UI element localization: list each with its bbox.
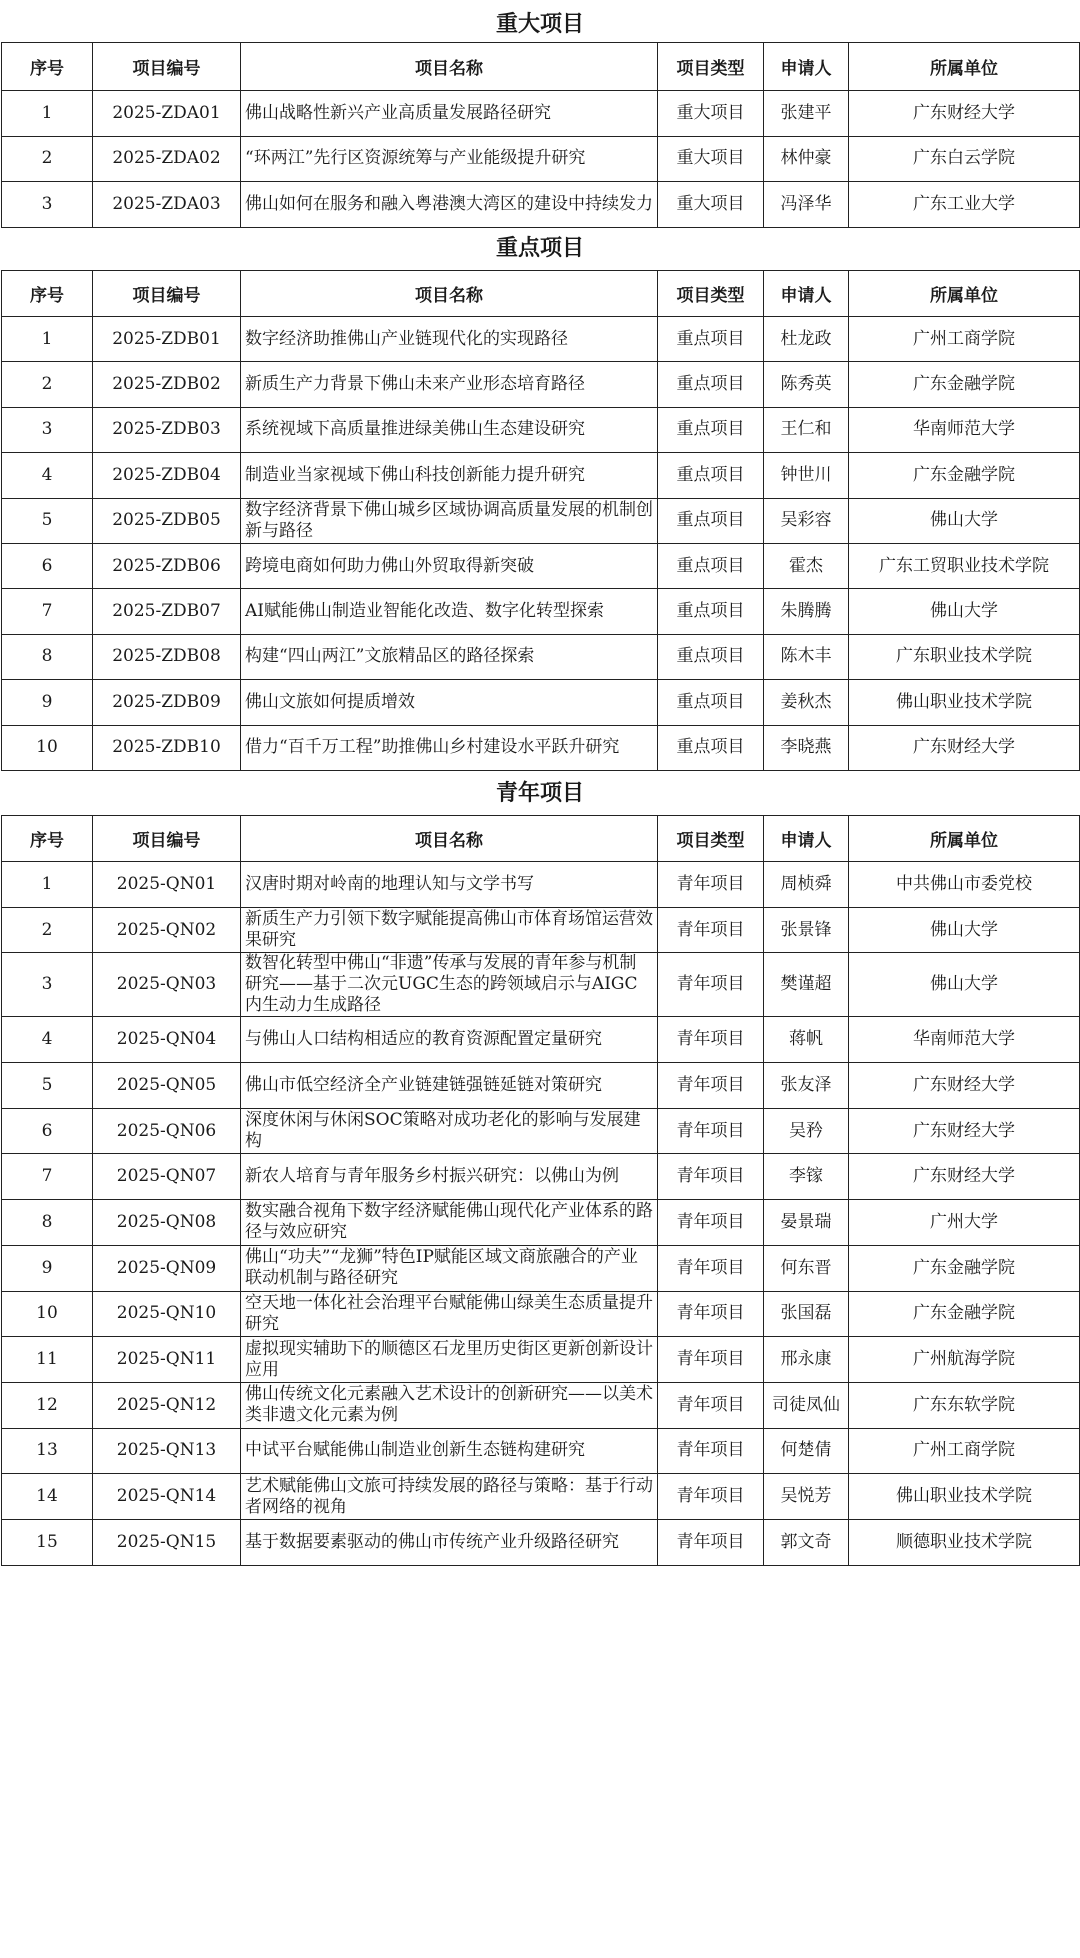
header-applicant: 申请人: [764, 271, 849, 317]
cell-type: 青年项目: [658, 953, 764, 1017]
cell-no: 7: [2, 589, 93, 634]
cell-applicant: 郭文奇: [764, 1519, 849, 1565]
cell-code: 2025-ZDB09: [93, 680, 241, 725]
cell-type: 重大项目: [658, 136, 764, 182]
cell-type: 青年项目: [658, 907, 764, 953]
cell-unit: 佛山大学: [849, 907, 1080, 953]
cell-applicant: 何东晋: [764, 1245, 849, 1291]
cell-type: 青年项目: [658, 1519, 764, 1565]
cell-type: 青年项目: [658, 1382, 764, 1428]
cell-no: 9: [2, 680, 93, 725]
cell-code: 2025-QN04: [93, 1017, 241, 1063]
cell-type: 青年项目: [658, 862, 764, 908]
cell-name: 中试平台赋能佛山制造业创新生态链构建研究: [241, 1428, 658, 1474]
cell-code: 2025-ZDB01: [93, 317, 241, 362]
table-row: [2, 91, 1080, 137]
cell-type: 重点项目: [658, 725, 764, 770]
cell-unit: 广州大学: [849, 1200, 1080, 1246]
cell-no: 6: [2, 543, 93, 588]
cell-name: 新质生产力背景下佛山未来产业形态培育路径: [241, 362, 658, 407]
cell-code: 2025-ZDA01: [93, 91, 241, 137]
cell-no: 9: [2, 1245, 93, 1291]
cell-type: 青年项目: [658, 1428, 764, 1474]
cell-unit: 广州工商学院: [849, 1428, 1080, 1474]
cell-unit: 佛山职业技术学院: [849, 680, 1080, 725]
cell-type: 重点项目: [658, 317, 764, 362]
cell-applicant: 周桢舜: [764, 862, 849, 908]
header-no: 序号: [2, 43, 93, 91]
cell-code: 2025-ZDA03: [93, 182, 241, 228]
cell-type: 青年项目: [658, 1245, 764, 1291]
cell-type: 青年项目: [658, 1291, 764, 1337]
cell-applicant: 张建平: [764, 91, 849, 137]
cell-no: 8: [2, 1200, 93, 1246]
table-row: [2, 1063, 1080, 1109]
cell-unit: 广州航海学院: [849, 1337, 1080, 1383]
cell-name: 佛山文旅如何提质增效: [241, 680, 658, 725]
cell-no: 11: [2, 1337, 93, 1383]
cell-unit: 广东工贸职业技术学院: [849, 543, 1080, 588]
cell-type: 重点项目: [658, 543, 764, 588]
cell-no: 6: [2, 1108, 93, 1154]
table-row: [2, 1519, 1080, 1565]
cell-no: 1: [2, 91, 93, 137]
table-row: [2, 1245, 1080, 1291]
cell-code: 2025-QN15: [93, 1519, 241, 1565]
cell-applicant: 杜龙政: [764, 317, 849, 362]
key-projects-table: [1, 270, 1080, 771]
table-row: [2, 680, 1080, 725]
cell-code: 2025-ZDB06: [93, 543, 241, 588]
cell-applicant: 陈秀英: [764, 362, 849, 407]
cell-unit: 广东财经大学: [849, 1063, 1080, 1109]
cell-unit: 广东职业技术学院: [849, 634, 1080, 679]
table-row: [2, 407, 1080, 452]
cell-name: 佛山传统文化元素融入艺术设计的创新研究——以美术类非遗文化元素为例: [241, 1382, 658, 1428]
cell-applicant: 何楚倩: [764, 1428, 849, 1474]
header-type: 项目类型: [658, 271, 764, 317]
table-row: [2, 317, 1080, 362]
cell-applicant: 司徒凤仙: [764, 1382, 849, 1428]
cell-code: 2025-QN07: [93, 1154, 241, 1200]
cell-type: 青年项目: [658, 1063, 764, 1109]
table-row: [2, 543, 1080, 588]
table-row: [2, 1108, 1080, 1154]
header-code: 项目编号: [93, 816, 241, 862]
cell-no: 2: [2, 136, 93, 182]
cell-code: 2025-QN09: [93, 1245, 241, 1291]
table-row: [2, 634, 1080, 679]
cell-name: 深度休闲与休闲SOC策略对成功老化的影响与发展建构: [241, 1108, 658, 1154]
cell-name: 虚拟现实辅助下的顺德区石龙里历史街区更新创新设计应用: [241, 1337, 658, 1383]
cell-applicant: 吴彩容: [764, 498, 849, 543]
cell-name: 系统视域下高质量推进绿美佛山生态建设研究: [241, 407, 658, 452]
header-applicant: 申请人: [764, 43, 849, 91]
cell-name: 新农人培育与青年服务乡村振兴研究：以佛山为例: [241, 1154, 658, 1200]
cell-applicant: 王仁和: [764, 407, 849, 452]
cell-no: 5: [2, 1063, 93, 1109]
cell-no: 10: [2, 1291, 93, 1337]
cell-code: 2025-QN06: [93, 1108, 241, 1154]
cell-unit: 中共佛山市委党校: [849, 862, 1080, 908]
cell-name: 跨境电商如何助力佛山外贸取得新突破: [241, 543, 658, 588]
header-applicant: 申请人: [764, 816, 849, 862]
cell-name: 佛山如何在服务和融入粤港澳大湾区的建设中持续发力: [241, 182, 658, 228]
cell-code: 2025-ZDB02: [93, 362, 241, 407]
header-type: 项目类型: [658, 816, 764, 862]
cell-no: 13: [2, 1428, 93, 1474]
cell-applicant: 晏景瑞: [764, 1200, 849, 1246]
cell-applicant: 朱腾腾: [764, 589, 849, 634]
cell-applicant: 陈木丰: [764, 634, 849, 679]
cell-name: 新质生产力引领下数字赋能提高佛山市体育场馆运营效果研究: [241, 907, 658, 953]
cell-unit: 顺德职业技术学院: [849, 1519, 1080, 1565]
cell-applicant: 霍杰: [764, 543, 849, 588]
cell-type: 青年项目: [658, 1474, 764, 1520]
header-type: 项目类型: [658, 43, 764, 91]
table-row: [2, 1382, 1080, 1428]
cell-unit: 佛山大学: [849, 589, 1080, 634]
cell-code: 2025-QN03: [93, 953, 241, 1017]
cell-name: AI赋能佛山制造业智能化改造、数字化转型探索: [241, 589, 658, 634]
table-row: [2, 589, 1080, 634]
table-row: [2, 1200, 1080, 1246]
cell-code: 2025-ZDB10: [93, 725, 241, 770]
cell-unit: 广东工业大学: [849, 182, 1080, 228]
header-no: 序号: [2, 816, 93, 862]
header-no: 序号: [2, 271, 93, 317]
cell-no: 3: [2, 953, 93, 1017]
cell-no: 8: [2, 634, 93, 679]
header-name: 项目名称: [241, 816, 658, 862]
cell-unit: 广东财经大学: [849, 1108, 1080, 1154]
table-row: [2, 725, 1080, 770]
cell-type: 青年项目: [658, 1108, 764, 1154]
table-row: [2, 453, 1080, 498]
cell-code: 2025-QN14: [93, 1474, 241, 1520]
header-code: 项目编号: [93, 43, 241, 91]
cell-code: 2025-QN08: [93, 1200, 241, 1246]
header-unit: 所属单位: [849, 43, 1080, 91]
table-header-row: [2, 43, 1080, 91]
cell-applicant: 邢永康: [764, 1337, 849, 1383]
cell-no: 2: [2, 907, 93, 953]
cell-code: 2025-ZDB07: [93, 589, 241, 634]
cell-type: 重大项目: [658, 182, 764, 228]
cell-code: 2025-QN05: [93, 1063, 241, 1109]
section-title-youth: 青年项目: [495, 781, 584, 806]
cell-unit: 广东东软学院: [849, 1382, 1080, 1428]
cell-name: 数字经济背景下佛山城乡区域协调高质量发展的机制创新与路径: [241, 498, 658, 543]
header-name: 项目名称: [241, 271, 658, 317]
table-row: [2, 1337, 1080, 1383]
cell-name: 构建“四山两江”文旅精品区的路径探索: [241, 634, 658, 679]
cell-type: 青年项目: [658, 1154, 764, 1200]
cell-applicant: 钟世川: [764, 453, 849, 498]
cell-code: 2025-QN01: [93, 862, 241, 908]
cell-name: 佛山战略性新兴产业高质量发展路径研究: [241, 91, 658, 137]
cell-applicant: 姜秋杰: [764, 680, 849, 725]
cell-unit: 广东财经大学: [849, 1154, 1080, 1200]
cell-name: 艺术赋能佛山文旅可持续发展的路径与策略：基于行动者网络的视角: [241, 1474, 658, 1520]
table-header-row: [2, 816, 1080, 862]
header-code: 项目编号: [93, 271, 241, 317]
header-unit: 所属单位: [849, 271, 1080, 317]
cell-applicant: 张景锋: [764, 907, 849, 953]
cell-code: 2025-ZDA02: [93, 136, 241, 182]
cell-applicant: 樊谨超: [764, 953, 849, 1017]
cell-unit: 广州工商学院: [849, 317, 1080, 362]
cell-type: 重点项目: [658, 589, 764, 634]
cell-type: 重点项目: [658, 407, 764, 452]
cell-code: 2025-ZDB03: [93, 407, 241, 452]
cell-applicant: 吴悦芳: [764, 1474, 849, 1520]
table-row: [2, 953, 1080, 1017]
cell-no: 7: [2, 1154, 93, 1200]
cell-type: 青年项目: [658, 1017, 764, 1063]
cell-code: 2025-QN02: [93, 907, 241, 953]
cell-type: 重点项目: [658, 680, 764, 725]
table-row: [2, 1474, 1080, 1520]
cell-name: 数字经济助推佛山产业链现代化的实现路径: [241, 317, 658, 362]
cell-code: 2025-ZDB05: [93, 498, 241, 543]
cell-unit: 广东金融学院: [849, 1245, 1080, 1291]
cell-applicant: 吴矜: [764, 1108, 849, 1154]
cell-no: 1: [2, 317, 93, 362]
cell-code: 2025-ZDB08: [93, 634, 241, 679]
cell-type: 重点项目: [658, 498, 764, 543]
cell-name: 借力“百千万工程”助推佛山乡村建设水平跃升研究: [241, 725, 658, 770]
table-row: [2, 1428, 1080, 1474]
cell-code: 2025-ZDB04: [93, 453, 241, 498]
cell-no: 15: [2, 1519, 93, 1565]
cell-unit: 广东金融学院: [849, 362, 1080, 407]
cell-name: 佛山“功夫”“龙狮”特色IP赋能区域文商旅融合的产业联动机制与路径研究: [241, 1245, 658, 1291]
cell-code: 2025-QN12: [93, 1382, 241, 1428]
cell-code: 2025-QN10: [93, 1291, 241, 1337]
major-projects-table: [1, 42, 1080, 228]
cell-unit: 广东金融学院: [849, 453, 1080, 498]
cell-applicant: 李镓: [764, 1154, 849, 1200]
cell-name: 空天地一体化社会治理平台赋能佛山绿美生态质量提升研究: [241, 1291, 658, 1337]
cell-unit: 广东白云学院: [849, 136, 1080, 182]
table-row: [2, 862, 1080, 908]
cell-no: 12: [2, 1382, 93, 1428]
section-title-major: 重大项目: [495, 12, 584, 37]
table-row: [2, 1154, 1080, 1200]
cell-applicant: 林仲豪: [764, 136, 849, 182]
cell-no: 3: [2, 182, 93, 228]
table-row: [2, 907, 1080, 953]
cell-no: 2: [2, 362, 93, 407]
cell-unit: 华南师范大学: [849, 1017, 1080, 1063]
header-name: 项目名称: [241, 43, 658, 91]
cell-no: 4: [2, 453, 93, 498]
table-row: [2, 362, 1080, 407]
cell-no: 14: [2, 1474, 93, 1520]
cell-name: 数实融合视角下数字经济赋能佛山现代化产业体系的路径与效应研究: [241, 1200, 658, 1246]
section-title-key: 重点项目: [495, 236, 584, 261]
table-row: [2, 136, 1080, 182]
table-row: [2, 1291, 1080, 1337]
table-row: [2, 498, 1080, 543]
cell-unit: 广东财经大学: [849, 725, 1080, 770]
cell-type: 青年项目: [658, 1337, 764, 1383]
cell-type: 重点项目: [658, 634, 764, 679]
cell-applicant: 李晓燕: [764, 725, 849, 770]
table-header-row: [2, 271, 1080, 317]
cell-applicant: 张国磊: [764, 1291, 849, 1337]
cell-unit: 佛山大学: [849, 953, 1080, 1017]
cell-unit: 广东金融学院: [849, 1291, 1080, 1337]
cell-unit: 佛山大学: [849, 498, 1080, 543]
cell-unit: 佛山职业技术学院: [849, 1474, 1080, 1520]
cell-name: 汉唐时期对岭南的地理认知与文学书写: [241, 862, 658, 908]
header-unit: 所属单位: [849, 816, 1080, 862]
cell-type: 青年项目: [658, 1200, 764, 1246]
cell-unit: 华南师范大学: [849, 407, 1080, 452]
cell-applicant: 蒋帆: [764, 1017, 849, 1063]
youth-projects-table: [1, 815, 1080, 1566]
cell-type: 重点项目: [658, 453, 764, 498]
cell-name: 数智化转型中佛山“非遗”传承与发展的青年参与机制研究——基于二次元UGC生态的跨领域启示与AIGC内生动力生成路径: [241, 953, 658, 1017]
cell-name: “环两江”先行区资源统筹与产业能级提升研究: [241, 136, 658, 182]
cell-no: 5: [2, 498, 93, 543]
cell-unit: 广东财经大学: [849, 91, 1080, 137]
cell-applicant: 冯泽华: [764, 182, 849, 228]
cell-name: 与佛山人口结构相适应的教育资源配置定量研究: [241, 1017, 658, 1063]
cell-no: 1: [2, 862, 93, 908]
table-row: [2, 1017, 1080, 1063]
cell-no: 4: [2, 1017, 93, 1063]
cell-type: 重点项目: [658, 362, 764, 407]
cell-name: 制造业当家视域下佛山科技创新能力提升研究: [241, 453, 658, 498]
cell-applicant: 张友泽: [764, 1063, 849, 1109]
cell-name: 佛山市低空经济全产业链建链强链延链对策研究: [241, 1063, 658, 1109]
cell-code: 2025-QN11: [93, 1337, 241, 1383]
cell-code: 2025-QN13: [93, 1428, 241, 1474]
cell-no: 10: [2, 725, 93, 770]
table-row: [2, 182, 1080, 228]
cell-no: 3: [2, 407, 93, 452]
cell-name: 基于数据要素驱动的佛山市传统产业升级路径研究: [241, 1519, 658, 1565]
cell-type: 重大项目: [658, 91, 764, 137]
